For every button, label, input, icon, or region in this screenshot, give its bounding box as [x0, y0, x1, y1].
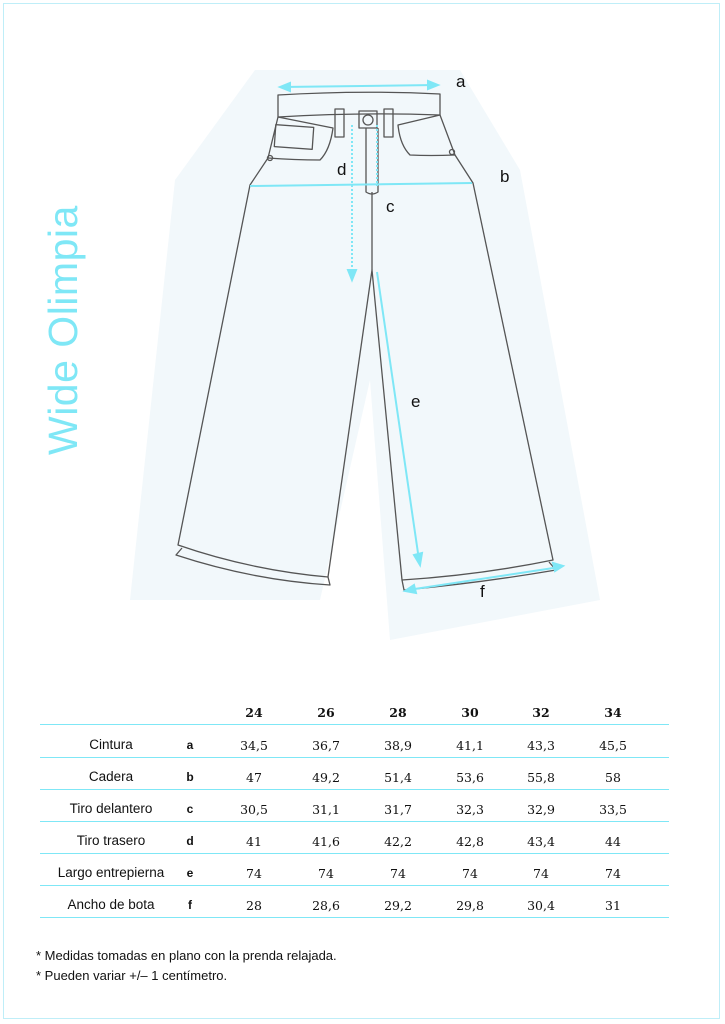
table-rule [40, 821, 669, 822]
measure-letter: f [188, 898, 192, 912]
label-c: c [386, 197, 395, 216]
label-f: f [480, 582, 485, 601]
table-cell: 55,8 [527, 770, 555, 785]
measure-name: Tiro trasero [76, 833, 146, 848]
label-a: a [456, 72, 466, 91]
size-col-header: 26 [317, 705, 335, 720]
note-line-2: * Pueden variar +/– 1 centímetro. [36, 968, 228, 983]
table-cell: 53,6 [456, 770, 484, 785]
table-row [0, 895, 725, 927]
table-cell: 30,4 [527, 898, 555, 913]
table-cell: 32,3 [456, 802, 484, 817]
measure-name: Tiro delantero [69, 801, 153, 816]
table-rule [40, 757, 669, 758]
table-rule [40, 853, 669, 854]
table-cell: 42,8 [456, 834, 484, 849]
size-header-row [0, 705, 725, 725]
measure-letter: c [186, 802, 194, 816]
table-cell: 29,8 [456, 898, 484, 913]
table-cell: 42,2 [384, 834, 412, 849]
table-cell: 43,3 [527, 738, 555, 753]
size-col-header: 30 [461, 705, 479, 720]
table-cell: 33,5 [599, 802, 627, 817]
label-d: d [337, 160, 347, 179]
table-row [0, 831, 725, 863]
note-line-1: * Medidas tomadas en plano con la prenda relajada. [36, 948, 337, 963]
table-cell: 41 [246, 834, 262, 849]
table-cell: 41,6 [312, 834, 340, 849]
table-cell: 58 [605, 770, 621, 785]
table-row [0, 735, 725, 767]
size-col-header: 34 [604, 705, 622, 720]
table-cell: 44 [605, 834, 621, 849]
measure-name: Cintura [89, 737, 133, 752]
table-cell: 31 [605, 898, 621, 913]
table-cell: 28,6 [312, 898, 340, 913]
table-cell: 38,9 [384, 738, 412, 753]
table-cell: 74 [246, 866, 262, 881]
table-cell: 74 [605, 866, 621, 881]
table-cell: 74 [462, 866, 478, 881]
table-cell: 41,1 [456, 738, 484, 753]
table-rule [40, 917, 669, 918]
table-cell: 31,7 [384, 802, 412, 817]
table-cell: 34,5 [240, 738, 268, 753]
measure-letter: d [186, 834, 194, 848]
measure-name: Largo entrepierna [57, 865, 165, 880]
table-row [0, 799, 725, 831]
table-cell: 31,1 [312, 802, 340, 817]
table-row [0, 767, 725, 799]
measure-letter: b [186, 770, 194, 784]
table-cell: 30,5 [240, 802, 268, 817]
diagram-shadow [130, 70, 600, 640]
measure-name: Cadera [88, 769, 134, 784]
table-cell: 28 [246, 898, 262, 913]
table-cell: 74 [318, 866, 334, 881]
table-rule [40, 724, 669, 725]
table-cell: 43,4 [527, 834, 555, 849]
table-cell: 74 [390, 866, 406, 881]
label-b: b [500, 167, 510, 186]
table-rule [40, 885, 669, 886]
measure-letter: e [186, 866, 194, 880]
table-cell: 47 [246, 770, 262, 785]
table-cell: 29,2 [384, 898, 412, 913]
product-title: Wide Olimpia [40, 205, 86, 455]
size-col-header: 24 [245, 705, 263, 720]
size-col-header: 32 [532, 705, 550, 720]
table-cell: 51,4 [384, 770, 412, 785]
label-e: e [411, 392, 421, 411]
measure-name: Ancho de bota [67, 897, 155, 912]
table-cell: 32,9 [527, 802, 555, 817]
table-row [0, 863, 725, 895]
table-cell: 45,5 [599, 738, 627, 753]
table-cell: 36,7 [312, 738, 340, 753]
size-col-header: 28 [389, 705, 407, 720]
measure-letter: a [186, 738, 194, 752]
table-cell: 49,2 [312, 770, 340, 785]
table-cell: 74 [533, 866, 549, 881]
table-rule [40, 789, 669, 790]
